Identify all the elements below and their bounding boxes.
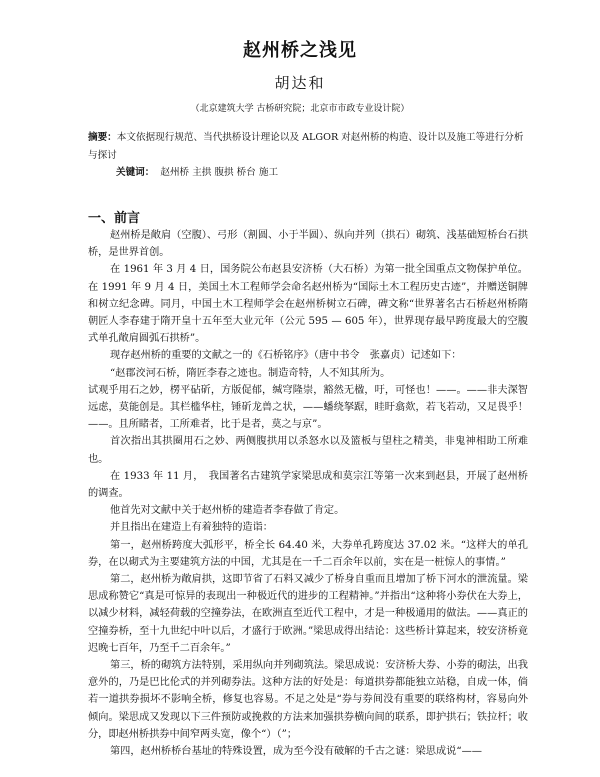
abstract-text: 本文依据现行规范、当代拱桥设计理论以及 ALGOR 对赵州桥的构造、设计以及施工等进行分析与探讨 (88, 132, 524, 161)
paragraph: 第二，赵州桥为敞肩拱，这即节省了石料又减少了桥身自重而且增加了桥下河水的泄流量。梁思成称赞它“真是可惊异的表现出一种极近代的进步的工程精神。”并指出“这种将小券伏在大券上，以减少材料，减轻荷载的空撞券法，在欧洲直至近代工程中，才是一种极通用的做法。——真正的空撞券桥，至十九世纪中叶以后，才盛行于欧洲。”梁思成得出结论：这些桥计算起来，较安济桥竟迟晚七百年，乃至千二百余年。” (88, 574, 528, 654)
section-heading: 一、前言 (88, 211, 141, 226)
body-text (88, 227, 528, 760)
paragraph: 在 1961 年 3 月 4 日，国务院公布赵县安济桥（大石桥）为第一批全国重点文物保护单位。在 1991 年 9 月 4 日，美国土木工程师学会命名赵州桥为“国际土木工程历史古迹”，并赠送铜牌和树立纪念碑。同月，中国土木工程师学会在赵州桥树立石碑，碑文称“世界著名古石桥赵州桥隋朝匠人李春建于隋开皇十五年至大业元年（公元 595 — 605 年），世界现存最早跨度最大的空腹式单孔敞肩圆弧石拱桥”。 (88, 264, 528, 345)
paragraph: 现存赵州桥的重要的文献之一的《石桥铭序》（唐中书令 张嘉贞）记述如下： (110, 350, 462, 362)
paragraph: 赵州桥是敞肩（空腹）、弓形（割圆、小于半圆）、纵向并列（拱石）砌筑、浅基础短桥台石拱桥，是世界首创。 (88, 230, 528, 259)
paragraph: 首次指出其拱圈用石之妙、两侧腹拱用以杀怒水以及篮板与望柱之精美，非鬼神相助工所难也。 (88, 436, 528, 465)
paragraph: 并且指出在建造上有着独特的造诣： (110, 522, 273, 534)
keywords-block (116, 164, 536, 178)
author-name: 胡达和 (274, 74, 326, 92)
keywords-label: 关键词： (116, 167, 155, 178)
paragraph: 试观乎用石之妙，楞平砧斫，方版促郁，缄穹隆崇，豁然无楹，吁，可怪也！——。——非夫深智远虑，莫能创是。其栏槛华柱，锤斫龙兽之状，——蟠绕拏踞，眭盱翕欻，若飞若动，又足畏乎！——。且所睹者，工所难者，比于是者，莫之与京”。 (88, 384, 528, 431)
paragraph: “赵郡洨河石桥，隋匠李春之迹也。制造奇特，人不知其所为。 (110, 367, 391, 379)
paragraph: 他首先对文献中关于赵州桥的建造者李春做了肯定。 (110, 505, 345, 517)
abstract-label: 摘要： (88, 132, 117, 143)
affiliation: （北京建筑大学 古桥研究院；北京市市政专业设计院） (190, 104, 410, 114)
paragraph: 第四，赵州桥桥台基址的特殊设置，成为至今没有破解的千古之谜：梁思成说“—— (110, 746, 482, 758)
paragraph: 第一，赵州桥跨度大弧形平，桥全长 64.40 米，大券单孔跨度达 37.02 米。“这样大的单孔券，在以砌式为主要建筑方法的中国，尤其是在一千二百余年以前，实在是一桩惊人的事情。” (88, 539, 528, 568)
abstract-block (88, 129, 532, 165)
keywords-text: 赵州桥 主拱 腹拱 桥台 施工 (160, 167, 279, 178)
paper-title: 赵州桥之浅见 (243, 40, 357, 61)
paragraph: 第三，桥的砌筑方法特别，采用纵向并列砌筑法。梁思成说：安济桥大券、小券的砌法，出我意外的，乃是巴比伦式的并列砌券法。这种方法的好处是：每道拱券都能独立站稳，自成一体，倘若一道拱券损坏不影响全桥，修复也容易。不足之处是“券与券间没有重要的联络构材，容易向外倾向。梁思成又发现以下三件预防或挽救的方法来加强拱券横向间的联系，即护拱石；铁拉杆；收分，即赵州桥拱券中间窄两头宽，像个“）（”； (88, 660, 528, 740)
paragraph: 在 1933 年 11 月， 我国著名古建筑学家梁思成和莫宗江等第一次来到赵县，开展了赵州桥的调查。 (88, 470, 528, 500)
